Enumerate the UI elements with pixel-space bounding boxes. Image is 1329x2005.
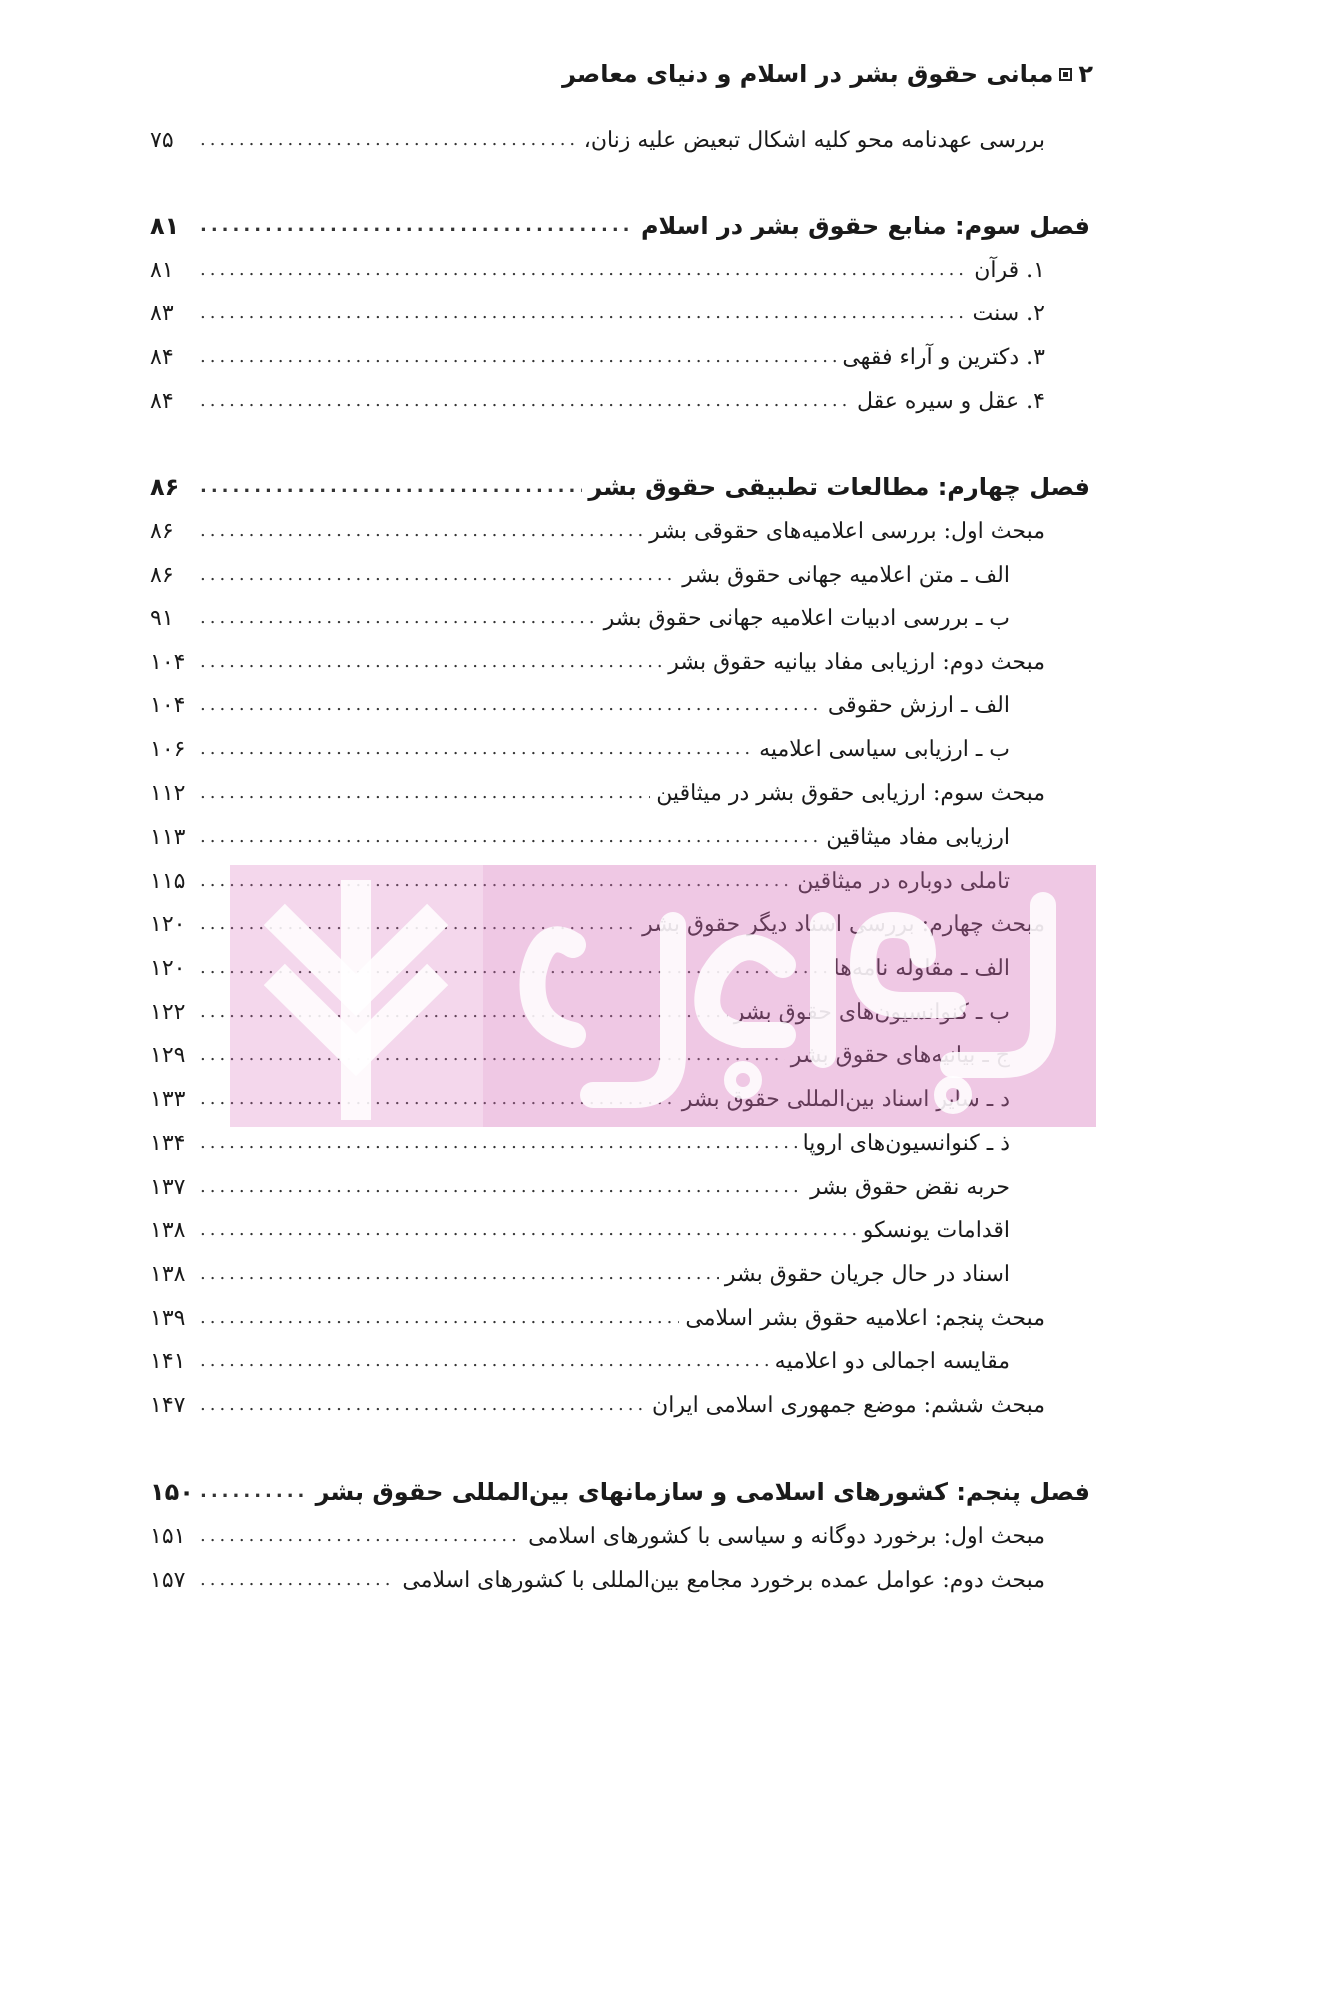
toc-page-number: ۱۰۴ (150, 692, 186, 718)
toc-leader-dots (200, 1347, 769, 1375)
toc-entry-title: الف ـ متن اعلامیه جهانی حقوق بشر (682, 562, 1010, 588)
toc-chapter-row (150, 1472, 1090, 1512)
header-square-ornament-icon (1059, 68, 1072, 81)
toc-leader-dots (200, 1129, 797, 1157)
toc-page-number: ۱۲۲ (150, 999, 186, 1025)
toc-leader-dots (200, 212, 635, 240)
toc-entry-title: د ـ سایر اسناد بین‌المللی حقوق بشر (681, 1086, 1010, 1112)
toc-page-number: ۸۴ (150, 344, 174, 370)
toc-entry-title: مبحث سوم: ارزیابی حقوق بشر در میثاقین (656, 780, 1045, 806)
toc-entry-row (150, 992, 1010, 1032)
toc-entry-row (150, 1079, 1010, 1119)
toc-page-number: ۱۰۶ (150, 736, 186, 762)
toc-entry-title: ۱. قرآن (974, 257, 1045, 283)
toc-leader-dots (200, 1173, 804, 1201)
toc-leader-dots (200, 604, 598, 632)
toc-entry-row (150, 904, 1045, 944)
toc-entry-row (150, 642, 1045, 682)
toc-page-number: ۱۵۷ (150, 1567, 186, 1593)
toc-entry-title: ۴. عقل و سیره عقل (857, 388, 1045, 414)
toc-page-number: ۱۱۵ (150, 868, 186, 894)
running-header (562, 60, 1093, 88)
toc-page-number: ۱۳۸ (150, 1261, 186, 1287)
toc-leader-dots (200, 1304, 679, 1332)
toc-entry-title: اقدامات یونسکو (862, 1217, 1010, 1243)
toc-entry-row (150, 1298, 1045, 1338)
toc-page-number: ۱۲۰ (150, 955, 186, 981)
toc-entry-title: فصل پنجم: کشورهای اسلامی و سازمانهای بین‌المللی حقوق بشر (315, 1478, 1090, 1506)
toc-entry-title: الف ـ ارزش حقوقی (827, 692, 1010, 718)
toc-page-number: ۱۳۳ (150, 1086, 186, 1112)
toc-page-number: ۹۱ (150, 605, 174, 631)
toc-entry-row (150, 1167, 1010, 1207)
toc-entry-title: حربه نقض حقوق بشر (810, 1174, 1010, 1200)
toc-entry-row (150, 250, 1045, 290)
toc-leader-dots (200, 823, 820, 851)
toc-leader-dots (200, 867, 791, 895)
toc-page-number: ۸۱ (150, 212, 180, 240)
toc-leader-dots (200, 648, 662, 676)
toc-page-number: ۸۶ (150, 518, 174, 544)
header-book-title: مبانی حقوق بشر در اسلام و دنیای معاصر (562, 60, 1054, 88)
toc-entry-row (150, 511, 1045, 551)
toc-leader-dots (200, 126, 578, 154)
toc-page-number: ۱۱۲ (150, 780, 186, 806)
toc-entry-title: مبحث اول: بررسی اعلامیه‌های حقوقی بشر (649, 518, 1045, 544)
toc-leader-dots (200, 735, 753, 763)
toc-entry-row (150, 861, 1010, 901)
toc-entry-row (150, 381, 1045, 421)
toc-leader-dots (200, 998, 728, 1026)
toc-leader-dots (200, 1216, 857, 1244)
toc-leader-dots (200, 1522, 522, 1550)
toc-entry-row (150, 729, 1010, 769)
toc-leader-dots (200, 517, 643, 545)
toc-entry-title: فصل چهارم: مطالعات تطبیقی حقوق بشر (588, 473, 1090, 501)
toc-entry-row (150, 817, 1010, 857)
toc-entry-title: فصل سوم: منابع حقوق بشر در اسلام (640, 212, 1090, 240)
toc-page-number: ۱۴۱ (150, 1348, 186, 1374)
toc-entry-title: مبحث دوم: ارزیابی مفاد بیانیه حقوق بشر (668, 649, 1045, 675)
toc-leader-dots (200, 691, 822, 719)
toc-leader-dots (200, 1478, 310, 1506)
toc-leader-dots (200, 343, 836, 371)
toc-entry-row (150, 948, 1010, 988)
toc-leader-dots (200, 1391, 646, 1419)
toc-page-number: ۷۵ (150, 127, 174, 153)
toc-entry-title: ج ـ بیانیه‌های حقوق بشر (790, 1042, 1010, 1068)
toc-entry-title: ۳. دکترین و آراء فقهی (842, 344, 1045, 370)
toc-leader-dots (200, 1085, 676, 1113)
toc-entry-row (150, 1385, 1045, 1425)
toc-page-number: ۱۲۹ (150, 1042, 186, 1068)
toc-entry-title: مبحث دوم: عوامل عمده برخورد مجامع بین‌المللی با کشورهای اسلامی (402, 1567, 1045, 1593)
toc-entry-title: ب ـ ارزیابی سیاسی اعلامیه (759, 736, 1010, 762)
toc-chapter-row (150, 206, 1090, 246)
toc-entry-title: ب ـ بررسی ادبیات اعلامیه جهانی حقوق بشر (603, 605, 1010, 631)
toc-page-number: ۸۳ (150, 300, 174, 326)
toc-page-number: ۱۳۷ (150, 1174, 186, 1200)
toc-leader-dots (200, 256, 968, 284)
toc-entry-row (150, 120, 1045, 160)
toc-leader-dots (200, 1260, 719, 1288)
toc-page-number: ۱۳۴ (150, 1130, 186, 1156)
toc-entry-row (150, 1341, 1010, 1381)
toc-entry-title: تاملی دوباره در میثاقین (797, 868, 1010, 894)
toc-entry-row (150, 685, 1010, 725)
toc-page-number: ۱۳۹ (150, 1305, 186, 1331)
toc-page-number: ۱۰۴ (150, 649, 186, 675)
toc-entry-title: اسناد در حال جریان حقوق بشر (724, 1261, 1010, 1287)
toc-page-number: ۸۱ (150, 257, 174, 283)
toc-entry-title: الف ـ مقاوله نامه‌ها (833, 955, 1010, 981)
toc-page-number: ۱۵۰ (150, 1478, 194, 1506)
toc-entry-row (150, 1035, 1010, 1075)
toc-leader-dots (200, 779, 650, 807)
toc-entry-title: ۲. سنت (972, 300, 1045, 326)
toc-entry-row (150, 1516, 1045, 1556)
toc-page-number: ۱۱۳ (150, 824, 186, 850)
toc-page-number: ۱۲۰ (150, 911, 186, 937)
toc-page-number: ۸۶ (150, 562, 174, 588)
toc-entry-title: مبحث پنجم: اعلامیه حقوق بشر اسلامی (685, 1305, 1045, 1331)
toc-entry-title: ذ ـ کنوانسیون‌های اروپا (802, 1130, 1010, 1156)
toc-entry-title: بررسی عهدنامه محو کلیه اشکال تبعیض علیه زنان، (583, 127, 1045, 153)
toc-leader-dots (200, 1566, 396, 1594)
header-page-number: ۲ (1078, 60, 1093, 88)
toc-chapter-row (150, 467, 1090, 507)
toc-page-number: ۱۳۸ (150, 1217, 186, 1243)
toc-page-number: ۸۶ (150, 473, 180, 501)
toc-entry-title: ب ـ کنوانسیون‌های حقوق بشر (733, 999, 1010, 1025)
toc-entry-title: ارزیابی مفاد میثاقین (826, 824, 1010, 850)
toc-leader-dots (200, 1041, 785, 1069)
toc-leader-dots (200, 473, 582, 501)
toc-entry-row (150, 1560, 1045, 1600)
toc-entry-row (150, 773, 1045, 813)
toc-entry-row (150, 1254, 1010, 1294)
toc-entry-title: مقایسه اجمالی دو اعلامیه (774, 1348, 1010, 1374)
toc-page-number: ۸۴ (150, 388, 174, 414)
toc-leader-dots (200, 387, 851, 415)
toc-entry-title: مبحث چهارم: بررسی اسناد دیگر حقوق بشر (642, 911, 1045, 937)
toc-entry-row (150, 1123, 1010, 1163)
toc-leader-dots (200, 910, 636, 938)
toc-entry-row (150, 337, 1045, 377)
toc-leader-dots (200, 954, 828, 982)
toc-entry-title: مبحث ششم: موضع جمهوری اسلامی ایران (652, 1392, 1045, 1418)
toc-page-number: ۱۴۷ (150, 1392, 186, 1418)
toc-entry-row (150, 293, 1045, 333)
toc-entry-row (150, 1210, 1010, 1250)
toc-entry-row (150, 555, 1010, 595)
toc-entry-row (150, 598, 1010, 638)
toc-leader-dots (200, 299, 967, 327)
toc-page-number: ۱۵۱ (150, 1523, 186, 1549)
toc-leader-dots (200, 561, 676, 589)
toc-entry-title: مبحث اول: برخورد دوگانه و سیاسی با کشورهای اسلامی (528, 1523, 1045, 1549)
